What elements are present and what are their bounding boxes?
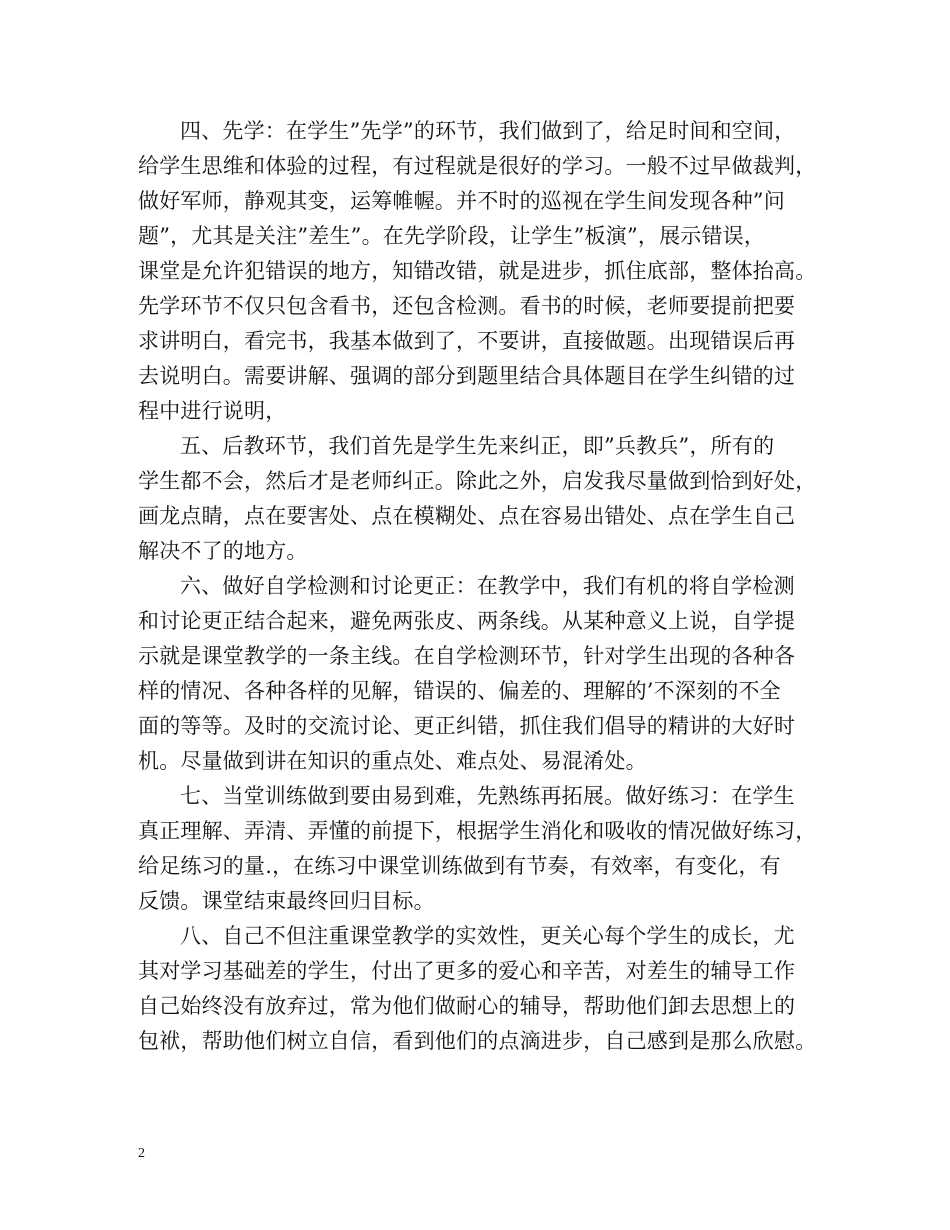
text-line: 样的情况、各种各样的见解，错误的、偏差的、理解的’不深刻的不全 [138,679,781,703]
text-line: 和讨论更正结合起来，避免两张皮、两条线。从某种意义上说，自学提 [138,609,796,633]
text-line: 面的等等。及时的交流讨论、更正纠错，抓住我们倡导的精讲的大好时 [138,714,796,738]
document-body [138,114,828,1059]
paragraph-6-self-study-check [138,569,828,779]
text-line: 画龙点睛，点在要害处、点在模糊处、点在容易出错处、点在学生自己 [138,504,796,528]
text-line: 自己始终没有放弃过，常为他们做耐心的辅导，帮助他们卸去思想上的 [138,994,796,1018]
paragraph-7-classroom-training [138,779,828,919]
text-line: 反馈。课堂结束最终回归目标。 [138,889,435,913]
paragraph-4-pre-study [138,114,828,429]
text-line: 去说明白。需要讲解、强调的部分到题里结合具体题目在学生纠错的过 [138,364,796,388]
text-line: 学生都不会，然后才是老师纠正。除此之外，启发我尽量做到恰到好处， [138,469,817,493]
text-line: 程中进行说明， [138,399,287,423]
text-line: 六、做好自学检测和讨论更正：在教学中，我们有机的将自学检测 [180,574,795,598]
paragraph-5-post-teaching [138,429,828,569]
text-line: 解决不了的地方。 [138,539,308,563]
text-line: 做好军师，静观其变，运筹帷幄。并不时的巡视在学生间发现各种”问 [138,189,785,213]
text-line: 八、自己不但注重课堂教学的实效性，更关心每个学生的成长，尤 [180,924,795,948]
paragraph-8-student-care [138,919,828,1059]
text-line: 真正理解、弄清、弄懂的前提下，根据学生消化和吸收的情况做好练习， [138,819,817,843]
text-line: 其对学习基础差的学生，付出了更多的爱心和辛苦，对差生的辅导工作 [138,959,796,983]
page-number: 2 [138,1146,145,1161]
text-line: 示就是课堂教学的一条主线。在自学检测环节，针对学生出现的各种各 [138,644,796,668]
text-line: 机。尽量做到讲在知识的重点处、难点处、易混淆处。 [138,749,647,773]
text-line: 给学生思维和体验的过程，有过程就是很好的学习。一般不过早做裁判， [138,154,817,178]
text-line: 求讲明白，看完书，我基本做到了，不要讲，直接做题。出现错误后再 [138,329,796,353]
text-line: 包袱，帮助他们树立自信，看到他们的点滴进步，自己感到是那么欣慰。 [138,1029,817,1053]
text-line: 课堂是允许犯错误的地方，知错改错，就是进步，抓住底部，整体抬高。 [138,259,817,283]
text-line: 七、当堂训练做到要由易到难，先熟练再拓展。做好练习：在学生 [180,784,795,808]
text-line: 给足练习的量.，在练习中课堂训练做到有节奏，有效率，有变化，有 [138,854,781,878]
text-line: 四、先学：在学生”先学”的环节，我们做到了，给足时间和空间， [180,119,796,143]
text-line: 题”，尤其是关注”差生”。在先学阶段，让学生”板演”，展示错误， [138,224,766,248]
text-line: 先学环节不仅只包含看书，还包含检测。看书的时候，老师要提前把要 [138,294,796,318]
text-line: 五、后教环节，我们首先是学生先来纠正，即”兵教兵”，所有的 [180,434,775,458]
